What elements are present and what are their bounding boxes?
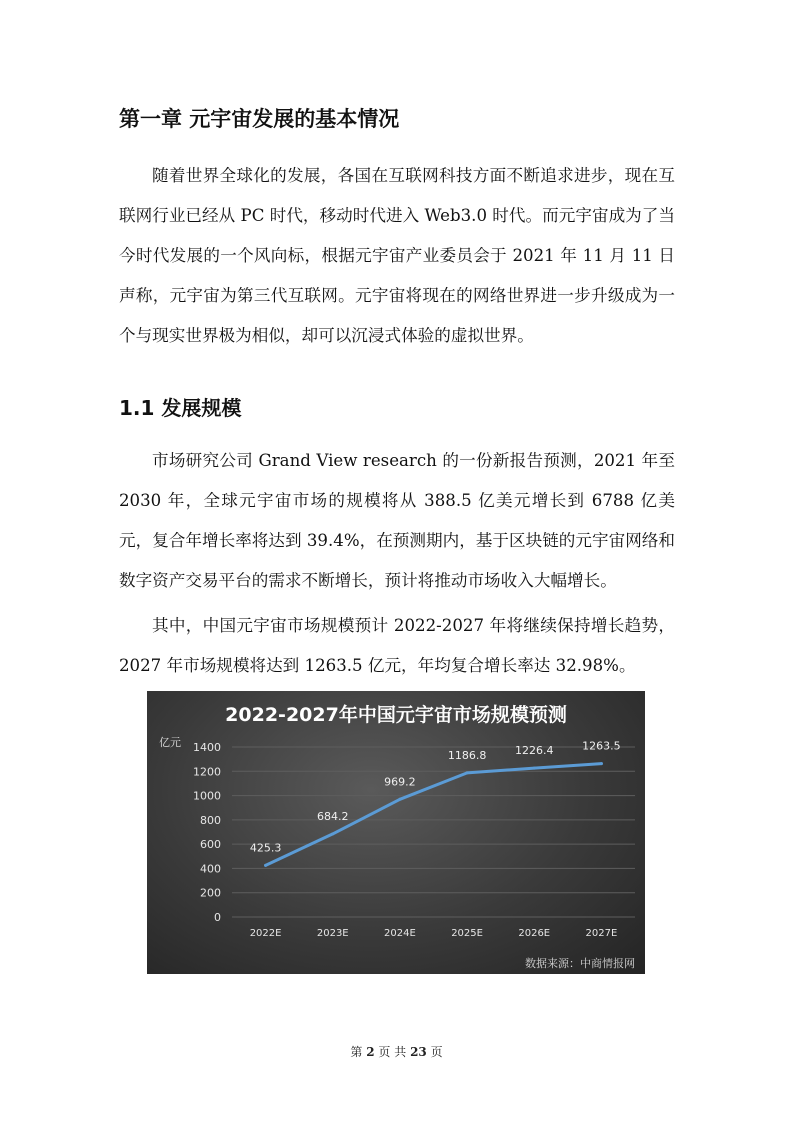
chart-data-point [331, 832, 334, 835]
chart-data-label: 1226.4 [515, 744, 554, 758]
chart-data-point [264, 864, 267, 867]
market-size-chart [147, 691, 645, 974]
chart-series-line [266, 764, 602, 866]
footer-page-number: 2 [366, 1045, 375, 1059]
chart-y-tick-label: 0 [214, 911, 221, 924]
chart-x-tick-label: 2022E [249, 928, 282, 939]
chart-data-point [466, 771, 469, 774]
chart-y-tick-label: 600 [200, 838, 221, 852]
chart-data-label: 684.2 [317, 809, 349, 823]
footer-prefix: 第 [350, 1045, 363, 1059]
chapter-title: 第一章 元宇宙发展的基本情况 [119, 107, 400, 131]
chart-x-tick-label: 2024E [384, 928, 416, 939]
chart-y-tick-label: 1200 [193, 765, 221, 779]
chart-title: 2022-2027年中国元宇宙市场规模预测 [225, 704, 567, 726]
china-market-paragraph: 其中，中国元宇宙市场规模预计 2022-2027 年将继续保持增长趋势，2027 年市场规模将达到 1263.5 亿元，年均复合增长率达 32.98%。 [119, 616, 675, 675]
intro-paragraph: 随着世界全球化的发展，各国在互联网科技方面不断追求进步，现在互联网行业已经从 PC 时代，移动时代进入 Web3.0 时代。而元宇宙成为了当今时代发展的一个风向标，根据元宇宙产业委员会于 2021 年 11 月 11 日声称，元宇宙为第三代互联网。元宇宙将现在的网络世界进一步升级成为一个与现实世界极为相似，却可以沉浸式体验的虚拟世界。 [119, 166, 675, 345]
chart-y-tick-label: 800 [200, 813, 221, 827]
page-footer [0, 1043, 793, 1060]
market-forecast-paragraph: 市场研究公司 Grand View research 的一份新报告预测，2021 年至 2030 年，全球元宇宙市场的规模将从 388.5 亿美元增长到 6788 亿美元，复合年增长率将达到 39.4%，在预测期内，基于区块链的元宇宙网络和数字资产交易平台的需求不断增长，预计将推动市场收入大幅增长。 [119, 451, 675, 590]
section-title: 1.1 发展规模 [119, 396, 242, 420]
footer-mid: 页 共 [378, 1045, 407, 1059]
chart-y-tick-label: 1400 [193, 741, 221, 754]
chart-data-label: 1186.8 [447, 748, 487, 762]
chart-data-point [533, 767, 536, 770]
chart-x-tick-label: 2025E [451, 928, 483, 939]
chart-data-point [600, 762, 603, 765]
chart-y-tick-label: 1000 [193, 789, 221, 803]
chart-y-tick-label: 200 [200, 886, 221, 900]
chart-data-point [398, 798, 401, 801]
chart-y-axis-label: 亿元 [159, 736, 181, 749]
footer-total-pages: 23 [410, 1045, 427, 1059]
chart-data-label: 969.2 [384, 775, 416, 789]
chart-x-tick-label: 2023E [316, 928, 349, 939]
chart-x-tick-label: 2027E [585, 928, 618, 939]
chart-data-label: 1263.5 [582, 739, 621, 753]
chart-source-note: 数据来源：中商情报网 [525, 957, 635, 970]
footer-suffix: 页 [430, 1045, 443, 1059]
chart-canvas [147, 691, 645, 974]
chart-x-tick-label: 2026E [518, 928, 551, 939]
chart-y-tick-label: 400 [200, 862, 221, 876]
chart-data-label: 425.3 [249, 841, 282, 855]
